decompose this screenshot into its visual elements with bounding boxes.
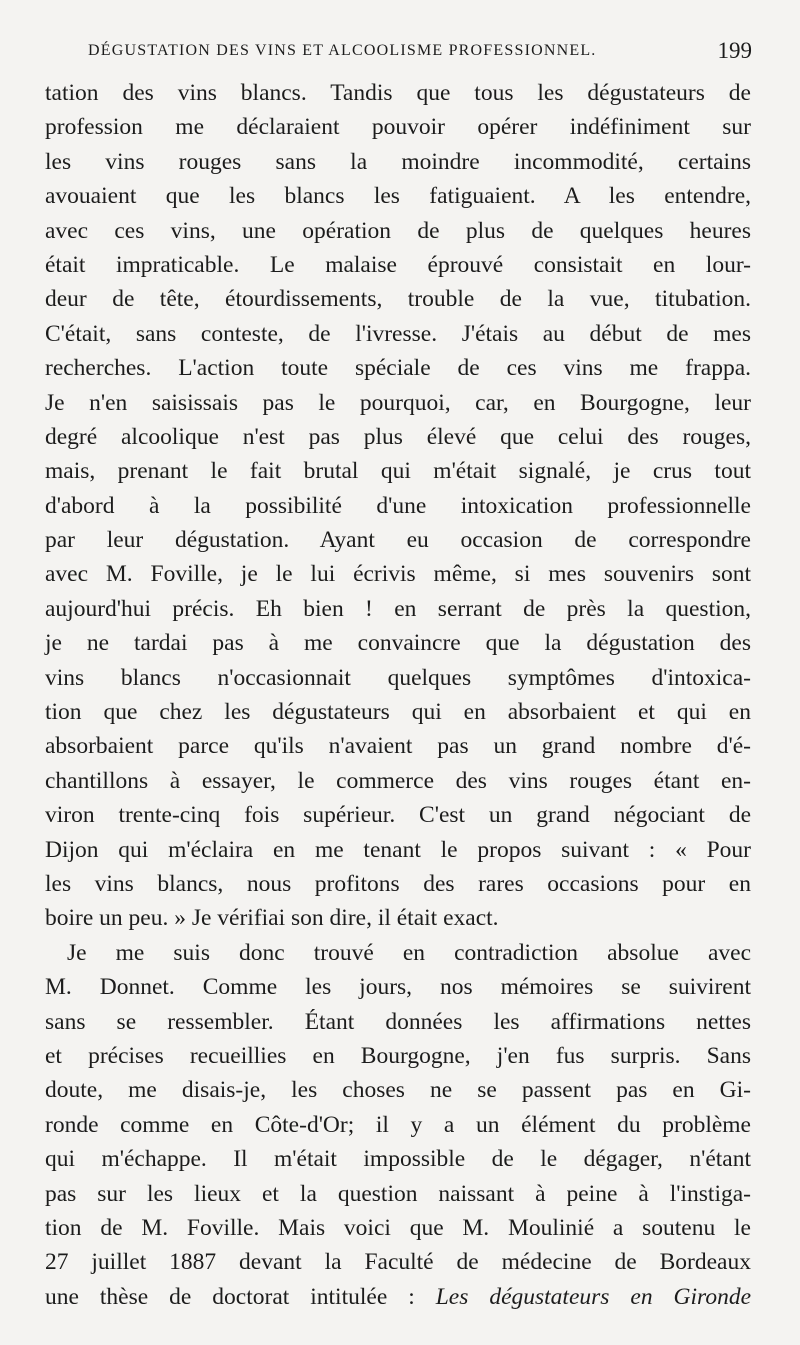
text-line: absorbaient parce qu'ils n'avaient pas un grand nombre d'é- [45, 733, 751, 760]
text-line: M. Donnet. Comme les jours, nos mémoires se suivirent [45, 974, 751, 1001]
text-line: sans se ressembler. Étant données les affirmations nettes [45, 1008, 751, 1035]
paragraph-start-line: Je me suis donc trouvé en contradiction absolue avec [67, 939, 751, 966]
text-line: avec ces vins, une opération de plus de quelques heures [45, 217, 751, 244]
text-line: doute, me disais-je, les choses ne se passent pas en Gi- [45, 1077, 751, 1104]
text-line: tion que chez les dégustateurs qui en absorbaient et qui en [45, 699, 751, 726]
text-line: C'était, sans conteste, de l'ivresse. J'étais au début de mes [45, 320, 751, 347]
text-line: ronde comme en Côte-d'Or; il y a un élément du problème [45, 1111, 751, 1138]
paragraph-end-line: boire un peu. » Je vérifiai son dire, il était exact. [45, 905, 499, 932]
text-line: mais, prenant le fait brutal qui m'était signalé, je crus tout [45, 458, 751, 485]
text-line: par leur dégustation. Ayant eu occasion de correspondre [45, 527, 751, 554]
text-line: recherches. L'action toute spéciale de ces vins me frappa. [45, 355, 751, 382]
text-line: je ne tardai pas à me convaincre que la dégustation des [45, 630, 751, 657]
text-line: et précises recueillies en Bourgogne, j'en fus surpris. Sans [45, 1042, 751, 1069]
text-line: d'abord à la possibilité d'une intoxication professionnelle [45, 492, 751, 519]
page-number: 199 [717, 38, 752, 63]
final-text-line [45, 1280, 751, 1314]
text-line: Je n'en saisissais pas le pourquoi, car, en Bourgogne, leur [45, 389, 751, 416]
text-line: viron trente-cinq fois supérieur. C'est un grand négociant de [45, 802, 751, 829]
thesis-title: Les dégustateurs en Gironde [435, 1283, 751, 1310]
text-line: profession me déclaraient pouvoir opérer indéfiniment sur [45, 114, 751, 141]
text-line: était impraticable. Le malaise éprouvé consistait en lour- [45, 251, 751, 278]
text-line: les vins blancs, nous profitons des rares occasions pour en [45, 870, 751, 897]
text-line: aujourd'hui précis. Eh bien ! en serrant de près la question, [45, 595, 751, 622]
text-line: 27 juillet 1887 devant la Faculté de médecine de Bordeaux [45, 1249, 751, 1276]
text-line: tion de M. Foville. Mais voici que M. Moulinié a soutenu le [45, 1214, 751, 1241]
text-line: tation des vins blancs. Tandis que tous les dégustateurs de [45, 80, 751, 106]
text-line: pas sur les lieux et la question naissant à peine à l'instiga- [45, 1180, 751, 1207]
text-line: deur de tête, étourdissements, trouble de la vue, titubation. [45, 286, 751, 313]
body-text [45, 76, 751, 1314]
text-line: vins blancs n'occasionnait quelques symptômes d'intoxica- [45, 664, 751, 691]
text-line: qui m'échappe. Il m'était impossible de le dégager, n'étant [45, 1146, 751, 1173]
text-line: chantillons à essayer, le commerce des vins rouges étant en- [45, 767, 751, 794]
text-line: les vins rouges sans la moindre incommodité, certains [45, 148, 751, 175]
text-line: avec M. Foville, je le lui écrivis même, si mes souvenirs sont [45, 561, 751, 588]
page-header [88, 38, 760, 68]
running-title: DÉGUSTATION DES VINS ET ALCOOLISME PROFESSIONNEL. [88, 42, 597, 59]
text-line: degré alcoolique n'est pas plus élevé que celui des rouges, [45, 423, 751, 450]
text-line: avouaient que les blancs les fatiguaient. A les entendre, [45, 183, 751, 210]
final-line-lead: une thèse de doctorat intitulée : [45, 1283, 436, 1310]
text-line: Dijon qui m'éclaira en me tenant le propos suivant : « Pour [45, 836, 751, 863]
